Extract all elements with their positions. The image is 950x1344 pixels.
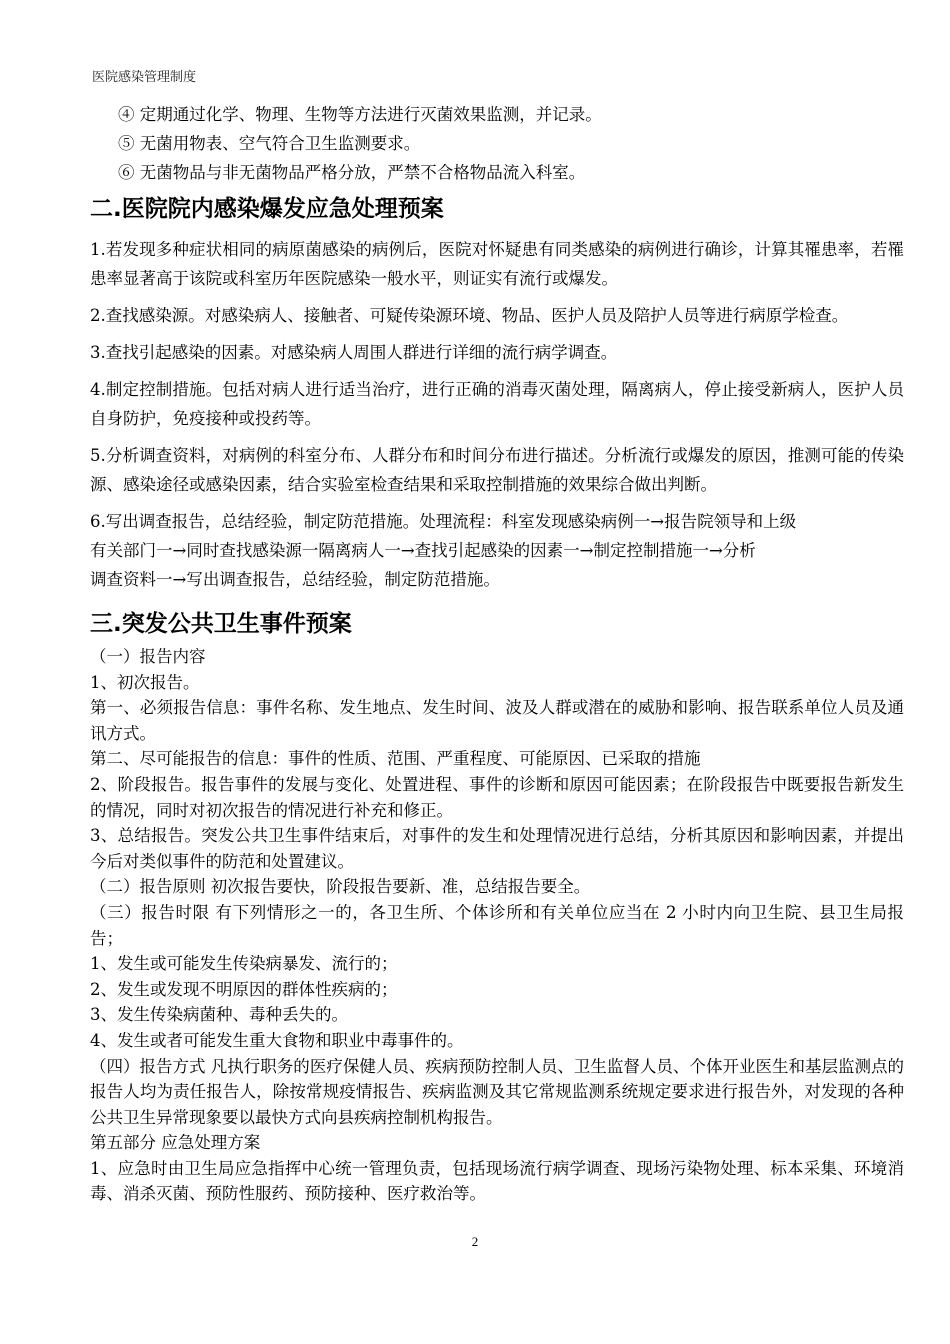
section-3 bbox=[90, 608, 904, 1207]
paragraph: 4、发生或者可能发生重大食物和职业中毒事件的。 bbox=[90, 1030, 464, 1050]
paragraph: 2.查找感染源。对感染病人、接触者、可疑传染源环境、物品、医护人员及陪护人员等进行病原学检查。 bbox=[90, 306, 849, 325]
running-header: 医院感染管理制度 bbox=[92, 70, 197, 85]
paragraph: 1、发生或可能发生传染病暴发、流行的； bbox=[90, 954, 398, 974]
list-item: ④ 定期通过化学、物理、生物等方法进行灭菌效果监测，并记录。 bbox=[118, 105, 602, 124]
paragraph: 第二、尽可能报告的信息：事件的性质、范围、严重程度、可能原因、已采取的措施 bbox=[90, 749, 701, 769]
list-item: ⑤ 无菌用物表、空气符合卫生监测要求。 bbox=[118, 134, 421, 153]
paragraph: 3、发生传染病菌种、毒种丢失的。 bbox=[90, 1005, 348, 1025]
sterilization-list bbox=[90, 100, 904, 187]
section-2 bbox=[90, 193, 904, 594]
paragraph-line: 有关部门一→同时查找感染源一隔离病人一→查找引起感染的因素一→制定控制措施一→分析 bbox=[90, 541, 756, 560]
section-heading: 二.医院院内感染爆发应急处理预案 bbox=[90, 196, 444, 222]
paragraph: （二）报告原则 初次报告要快，阶段报告要新、准，总结报告要全。 bbox=[90, 877, 591, 897]
paragraph-line: 6.写出调查报告，总结经验，制定防范措施。处理流程：科室发现感染病例一→报告院领导和上级 bbox=[90, 512, 797, 531]
paragraph: 1、初次报告。 bbox=[90, 672, 200, 692]
paragraph: 3.查找引起感染的因素。对感染病人周围人群进行详细的流行病学调查。 bbox=[90, 343, 618, 362]
paragraph: 4.制定控制措施。包括对病人进行适当治疗，进行正确的消毒灭菌处理，隔离病人，停止接受新病人，医护人员自身防护，免疫接种或投药等。 bbox=[90, 380, 904, 428]
paragraph: 1、应急时由卫生局应急指挥中心统一管理负责，包括现场流行病学调查、现场污染物处理、标本采集、环境消毒、消杀灭菌、预防性服药、预防接种、医疗救治等。 bbox=[90, 1158, 904, 1204]
paragraph-process-flow bbox=[90, 507, 904, 594]
paragraph: （四）报告方式 凡执行职务的医疗保健人员、疾病预防控制人员、卫生监督人员、个体开业医生和基层监测点的报告人均为责任报告人，除按常规疫情报告、疾病监测及其它常规监测系统规定要求进行报告外，对发现的各种公共卫生异常现象要以最快方式向县疾病控制机构报告。 bbox=[90, 1056, 904, 1127]
paragraph: 5.分析调查资料，对病例的科室分布、人群分布和时间分布进行描述。分析流行或爆发的原因，推测可能的传染源、感染途径或感染因素，结合实验室检查结果和采取控制措施的效果综合做出判断。 bbox=[90, 446, 904, 494]
paragraph: 第一、必须报告信息：事件名称、发生地点、发生时间、波及人群或潜在的威胁和影响、报告联系单位人员及通讯方式。 bbox=[90, 698, 904, 743]
document-body bbox=[90, 100, 904, 1207]
paragraph: （三）报告时限 有下列情形之一的，各卫生所、个体诊所和有关单位应当在 2 小时内向卫生院、县卫生局报告； bbox=[90, 902, 904, 948]
paragraph: 3、总结报告。突发公共卫生事件结束后，对事件的发生和处理情况进行总结，分析其原因和影响因素，并提出今后对类似事件的防范和处置建议。 bbox=[90, 826, 904, 871]
paragraph: 第五部分 应急处理方案 bbox=[90, 1133, 261, 1153]
page-number: 2 bbox=[471, 1234, 479, 1249]
paragraph-line: 调查资料一→写出调查报告，总结经验，制定防范措施。 bbox=[90, 570, 500, 589]
list-item: ⑥ 无菌物品与非无菌物品严格分放，严禁不合格物品流入科室。 bbox=[118, 163, 586, 182]
paragraph: 2、阶段报告。报告事件的发展与变化、处置进程、事件的诊断和原因可能因素；在阶段报告中既要报告新发生的情况，同时对初次报告的情况进行补充和修正。 bbox=[90, 774, 904, 820]
paragraph: （一）报告内容 bbox=[90, 647, 206, 666]
section-heading: 三.突发公共卫生事件预案 bbox=[90, 611, 352, 637]
paragraph: 1.若发现多种症状相同的病原菌感染的病例后，医院对怀疑患有同类感染的病例进行确诊，计算其罹患率，若罹患率显著高于该院或科室历年医院感染一般水平，则证实有流行或爆发。 bbox=[90, 240, 904, 288]
paragraph: 2、发生或发现不明原因的群体性疾病的； bbox=[90, 979, 398, 999]
